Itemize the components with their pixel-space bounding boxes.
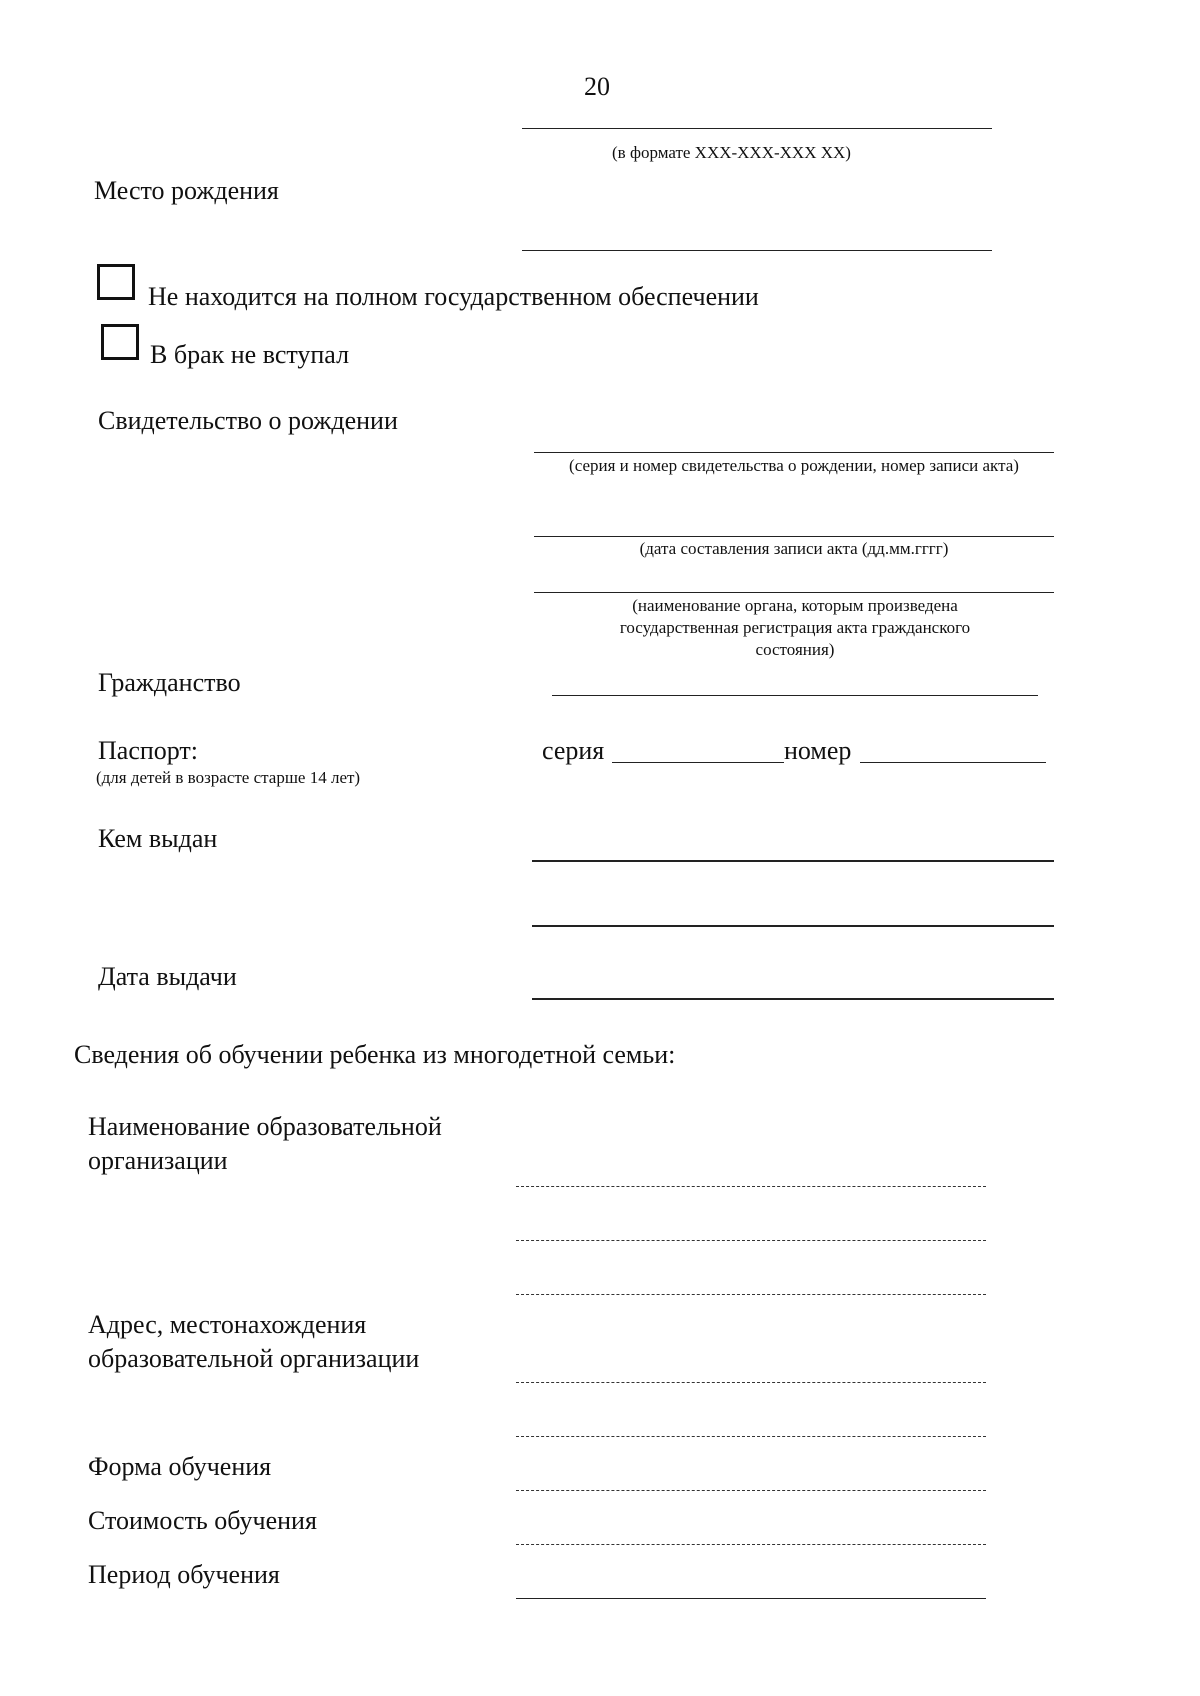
address-label-line-2: образовательной организации [88,1344,420,1373]
address-label-line-1: Адрес, местонахождения [88,1310,367,1339]
issued-by-field-2[interactable] [532,925,1054,927]
passport-series-label: серия [542,736,605,765]
registration-authority-field[interactable] [534,592,1054,593]
not-married-label: В брак не вступал [150,340,350,369]
birth-certificate-label: Свидетельство о рождении [98,406,398,435]
citizenship-field[interactable] [552,695,1038,696]
org-name-field-3[interactable] [516,1294,986,1295]
not-married-checkbox[interactable] [101,324,139,360]
page-number: 20 [584,72,610,101]
registration-authority-caption: (наименование органа, которым произведена государственная регистрация акта гражданского состояния) [619,596,971,659]
snils-field[interactable] [522,128,992,129]
org-name-field-1[interactable] [516,1186,986,1187]
passport-number-label: номер [784,736,852,765]
issued-by-field-1[interactable] [532,860,1054,862]
record-date-caption: (дата составления записи акта (дд.мм.гггг) [639,539,949,558]
org-name-label-line-2: организации [88,1146,228,1175]
education-form-label: Форма обучения [88,1452,272,1481]
address-field-1[interactable] [516,1382,986,1383]
org-name-field-2[interactable] [516,1240,986,1241]
education-cost-field[interactable] [516,1544,986,1545]
issue-date-field[interactable] [532,998,1054,1000]
passport-note: (для детей в возрасте старше 14 лет) [96,768,361,787]
not-on-state-support-label: Не находится на полном государственном обеспечении [148,282,759,311]
passport-series-field[interactable] [612,762,784,763]
citizenship-label: Гражданство [98,668,241,697]
birthplace-label: Место рождения [94,176,279,205]
education-heading: Сведения об обучении ребенка из многодетной семьи: [74,1040,676,1069]
education-period-field[interactable] [516,1598,986,1599]
birthplace-field[interactable] [522,250,992,251]
not-on-state-support-checkbox[interactable] [97,264,135,300]
issue-date-label: Дата выдачи [98,962,237,991]
education-form-field[interactable] [516,1490,986,1491]
issued-by-label: Кем выдан [98,824,218,853]
birth-certificate-number-caption: (серия и номер свидетельства о рождении, номер записи акта) [569,456,1019,475]
education-cost-label: Стоимость обучения [88,1506,317,1535]
education-period-label: Период обучения [88,1560,280,1589]
address-field-2[interactable] [516,1436,986,1437]
birth-certificate-number-field[interactable] [534,452,1054,453]
passport-label: Паспорт: [98,736,199,765]
passport-number-field[interactable] [860,762,1046,763]
record-date-field[interactable] [534,536,1054,537]
org-name-label-line-1: Наименование образовательной [88,1112,442,1141]
snils-caption: (в формате XXX-XXX-XXX XX) [612,143,851,162]
